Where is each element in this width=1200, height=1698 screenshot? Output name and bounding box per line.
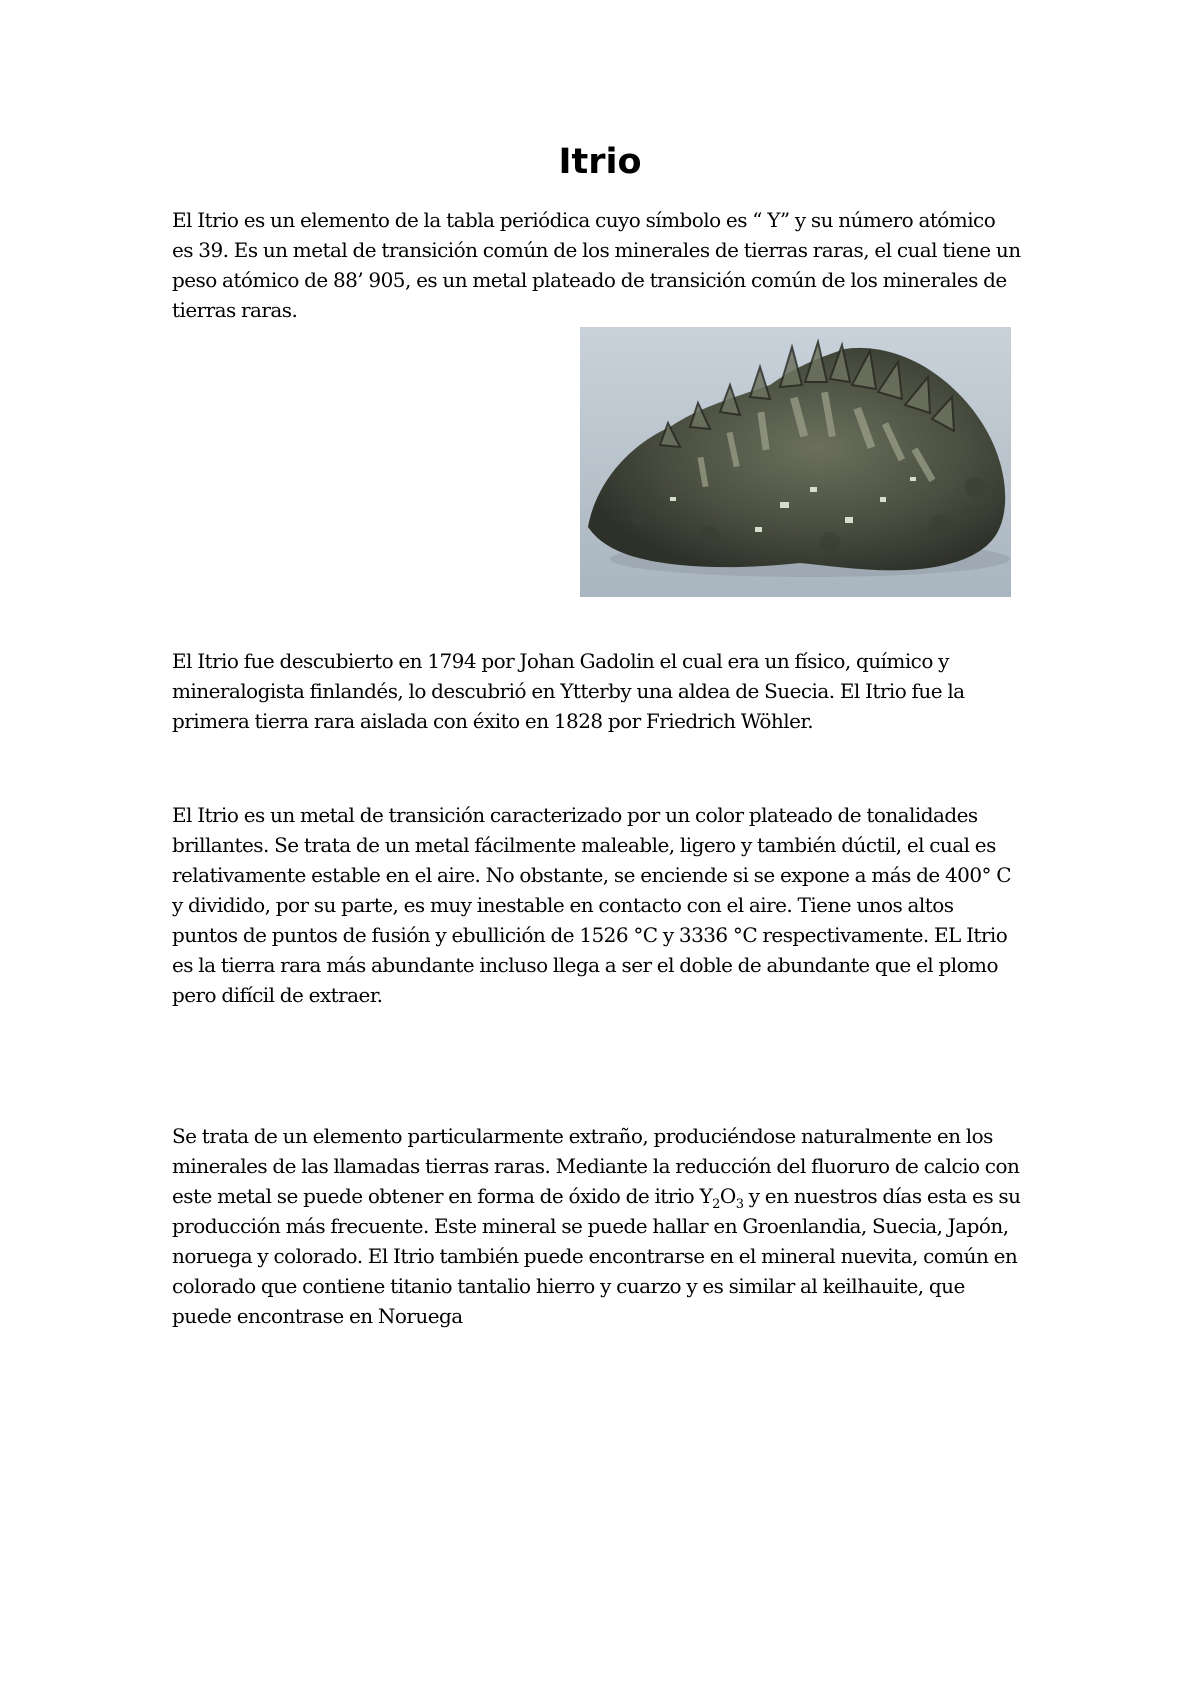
formula-yttrium-oxide [699, 1184, 744, 1212]
formula-o: O [719, 1184, 736, 1208]
formula-o-subscript: 3 [735, 1197, 744, 1212]
yttrium-mineral-photo [580, 327, 1011, 597]
formula-y: Y [699, 1184, 713, 1208]
occurrence-text-end: y en nuestros días esta es su producción más frecuente. Este mineral se puede hallar en Groenlandia, Suecia, Japón, noruega y colorado. El Itrio también puede encontrarse en el mineral nuevita, común en colorado que contiene titanio tantalio hierro y cuarzo y es similar al keilhauite, que puede encontrase en Noruega [172, 1184, 1021, 1328]
paragraph-properties: El Itrio es un metal de transición caracterizado por un color plateado de tonalidades brillantes. Se trata de un metal fácilmente maleable, ligero y también dúctil, el cual es relativamente estable en el aire. No obstante, se enciende si se expone a más de 400° C y dividido, por su parte, es muy inestable en contacto con el aire. Tiene unos altos puntos de puntos de fusión y ebullición de 1526 °C y 3336 °C respectivamente. EL Itrio es la tierra rara más abundante incluso llega a ser el doble de abundante que el plomo pero difícil de extraer. [172, 803, 1012, 1007]
occurrence-text-start: Se trata de un elemento particularmente extraño, produciéndose naturalmente en los minerales de las llamadas tierras raras. Mediante la reducción del fluoruro de calcio con este metal se puede obtener en forma de óxido de itrio [172, 1124, 1020, 1208]
formula-y-subscript: 2 [712, 1197, 720, 1212]
paragraph-occurrence [172, 1121, 1042, 1331]
paragraph-discovery: El Itrio fue descubierto en 1794 por Johan Gadolin el cual era un físico, químico y mineralogista finlandés, lo descubrió en Ytterby una aldea de Suecia. El Itrio fue la primera tierra rara aislada con éxito en 1828 por Friedrich Wöhler. [172, 649, 965, 733]
paragraph-intro: El Itrio es un elemento de la tabla periódica cuyo símbolo es “ Y” y su número atómico es 39. Es un metal de transición común de los minerales de tierras raras, el cual tiene un peso atómico de 88’ 905, es un metal plateado de transición común de los minerales de tierras raras. [172, 208, 1021, 322]
page-title: Itrio [558, 142, 642, 182]
